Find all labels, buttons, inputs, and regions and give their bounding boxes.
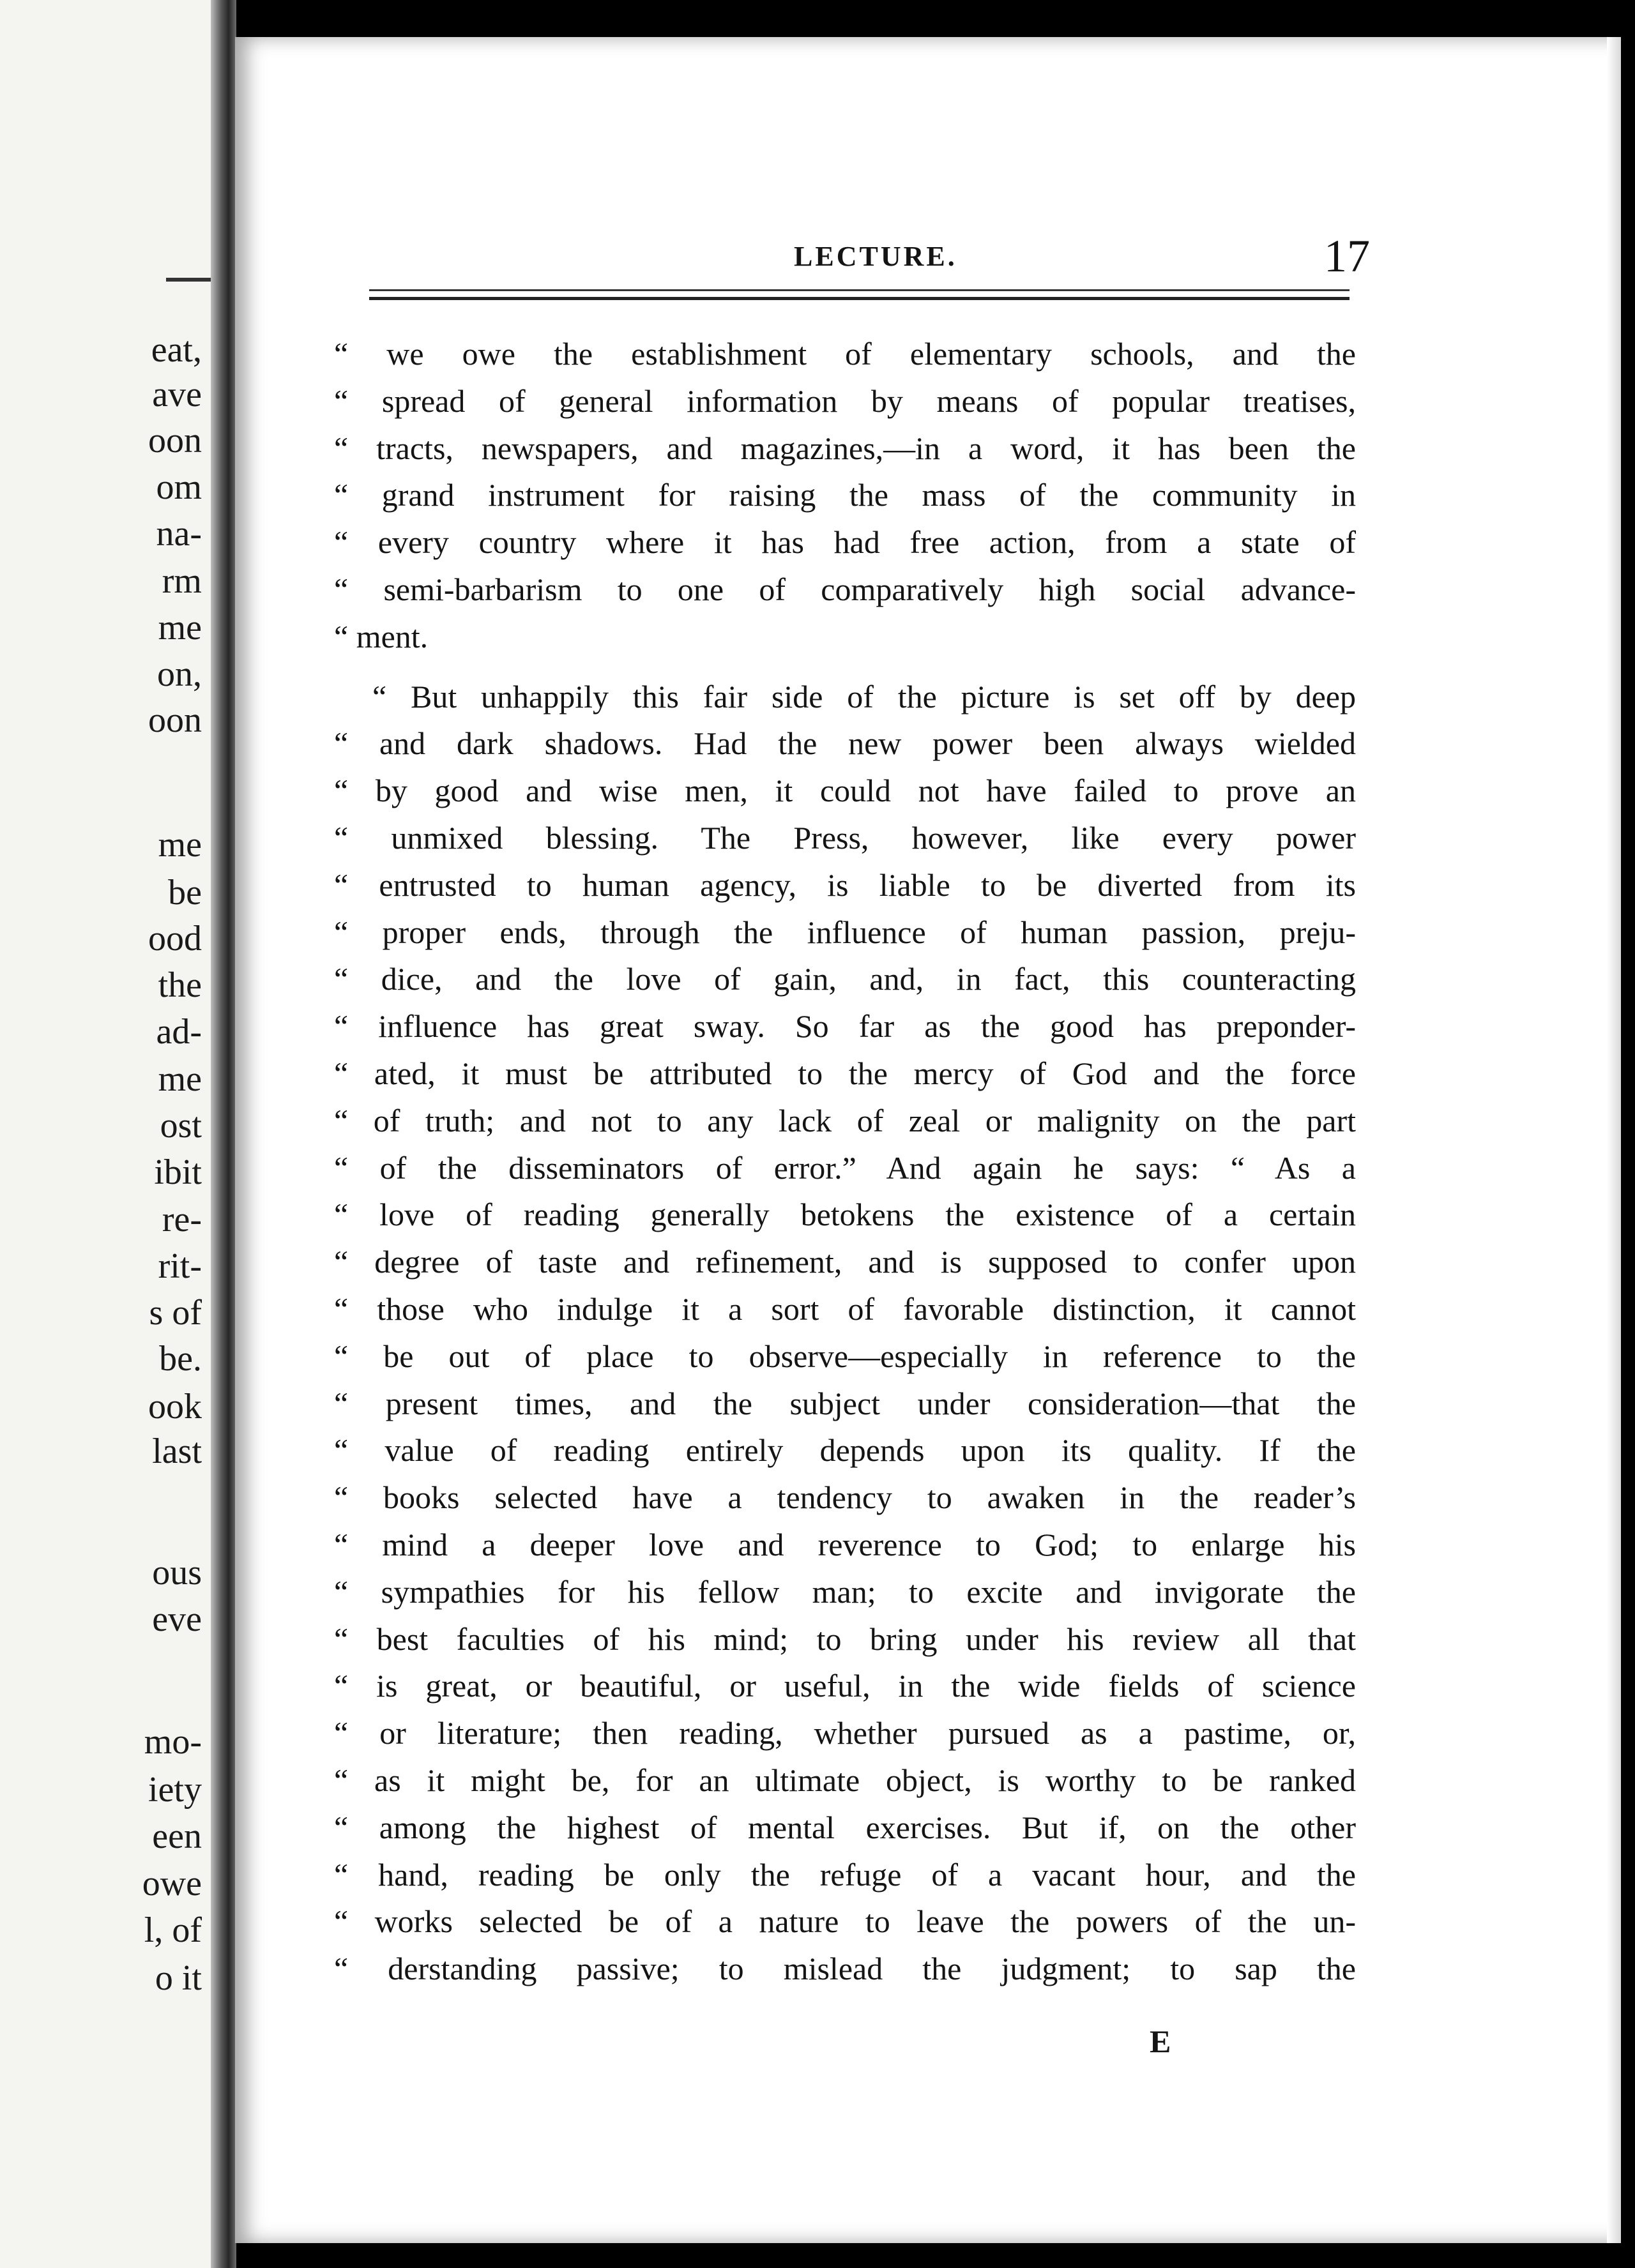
text-line: “ love of reading generally betokens the existence of a certain: [334, 1197, 1356, 1233]
body-text: [334, 331, 1356, 1993]
facing-line-fragment: last: [152, 1432, 202, 1471]
facing-line-fragment: om: [156, 467, 202, 507]
facing-line-fragment: be: [168, 873, 202, 912]
text-line: “ best faculties of his mind; to bring under his review all that: [334, 1621, 1356, 1657]
facing-line-fragment: mo-: [144, 1722, 202, 1762]
text-line: “ influence has great sway. So far as the good has preponder-: [334, 1008, 1356, 1045]
text-line: “ be out of place to observe—especially in reference to the: [334, 1338, 1356, 1374]
facing-line-fragment: ave: [152, 375, 202, 414]
text-line: “ But unhappily this fair side of the picture is set off by deep: [372, 678, 1356, 714]
facing-line-fragment: rm: [162, 561, 202, 601]
facing-line-fragment: ad-: [156, 1012, 202, 1052]
text-line: “ or literature; then reading, whether pursued as a pastime, or,: [334, 1715, 1356, 1751]
facing-line-fragment: ook: [148, 1387, 202, 1426]
text-line: “ tracts, newspapers, and magazines,—in a word, it has been the: [334, 430, 1356, 466]
facing-line-fragment: ous: [152, 1553, 202, 1592]
header-rule: [369, 289, 1350, 300]
facing-line-fragment: owe: [142, 1864, 202, 1903]
facing-line-fragment: eve: [152, 1599, 202, 1639]
text-line: “ semi-barbarism to one of comparatively high social advance-: [334, 571, 1356, 607]
text-line: “ value of reading entirely depends upon its quality. If the: [334, 1432, 1356, 1469]
text-line: “ hand, reading be only the refuge of a vacant hour, and the: [334, 1856, 1356, 1893]
text-line: “ every country where it has had free action, from a state of: [334, 524, 1356, 561]
text-line: “ we owe the establishment of elementary schools, and the: [334, 336, 1356, 372]
text-line: “ proper ends, through the influence of human passion, preju-: [334, 914, 1356, 950]
facing-line-fragment: ost: [160, 1106, 202, 1145]
text-line: “ mind a deeper love and reverence to God; to enlarge his: [334, 1526, 1356, 1562]
facing-line-fragment: ibit: [154, 1153, 202, 1192]
text-line: “ unmixed blessing. The Press, however, like every power: [334, 819, 1356, 856]
text-line: “ sympathies for his fellow man; to excite and invigorate the: [334, 1573, 1356, 1610]
facing-line-fragment: na-: [156, 514, 202, 554]
signature-mark: E: [1150, 2023, 1171, 2059]
page-number: 17: [1324, 231, 1370, 282]
text-line: “ derstanding passive; to mislead the judgment; to sap the: [334, 1951, 1356, 1987]
text-line: “ works selected be of a nature to leave the powers of the un-: [334, 1903, 1356, 1940]
book-page: [235, 37, 1621, 2243]
facing-line-fragment: rit-: [158, 1246, 202, 1286]
text-line: “ present times, and the subject under consideration—that the: [334, 1385, 1356, 1421]
text-line: “ those who indulge it a sort of favorable distinction, it cannot: [334, 1290, 1356, 1327]
facing-line-fragment: re-: [162, 1200, 202, 1239]
text-line: “ ated, it must be attributed to the mercy of God and the force: [334, 1055, 1356, 1091]
facing-line-fragment: me: [158, 1059, 202, 1099]
facing-line-fragment: o it: [155, 1958, 202, 1998]
text-line: “ and dark shadows. Had the new power been always wielded: [334, 725, 1356, 762]
facing-line-fragment: me: [158, 608, 202, 647]
facing-line-fragment: on,: [157, 654, 202, 694]
facing-page-fragment: [0, 0, 211, 2268]
text-line: “ grand instrument for raising the mass of the community in: [334, 477, 1356, 513]
facing-line-fragment: ood: [148, 919, 202, 958]
facing-line-fragment: een: [152, 1817, 202, 1856]
text-line: “ degree of taste and refinement, and is supposed to confer upon: [334, 1244, 1356, 1280]
facing-line-fragment: l, of: [144, 1910, 202, 1950]
facing-line-fragment: me: [158, 825, 202, 865]
running-head: LECTURE.: [794, 241, 957, 272]
page-edge: [1607, 37, 1621, 2243]
text-line: “ dice, and the love of gain, and, in fact, this counteracting: [334, 961, 1356, 997]
text-line: “ spread of general information by means of popular treatises,: [334, 382, 1356, 419]
text-line: “ among the highest of mental exercises. But if, on the other: [334, 1809, 1356, 1845]
facing-line-fragment: be.: [159, 1339, 202, 1379]
text-line: “ of truth; and not to any lack of zeal or malignity on the part: [334, 1102, 1356, 1138]
binding-gutter: [211, 0, 236, 2268]
facing-line-fragment: eat,: [151, 330, 202, 370]
facing-line-fragment: iety: [148, 1770, 202, 1810]
text-line: “ is great, or beautiful, or useful, in the wide fields of science: [334, 1668, 1356, 1704]
text-line: “ books selected have a tendency to awaken in the reader’s: [334, 1479, 1356, 1516]
facing-line-fragment: oon: [148, 421, 202, 460]
facing-line-fragment: s of: [149, 1293, 202, 1333]
facing-line-fragment: oon: [148, 700, 202, 740]
facing-line-fragment: the: [158, 965, 202, 1005]
text-line: “ ment.: [334, 618, 429, 654]
text-line: “ by good and wise men, it could not have failed to prove an: [334, 773, 1356, 809]
text-line: “ of the disseminators of error.” And again he says: “ As a: [334, 1149, 1356, 1186]
text-line: “ as it might be, for an ultimate object, is worthy to be ranked: [334, 1762, 1356, 1798]
facing-page-rule: [166, 278, 211, 282]
text-line: “ entrusted to human agency, is liable to be diverted from its: [334, 866, 1356, 903]
